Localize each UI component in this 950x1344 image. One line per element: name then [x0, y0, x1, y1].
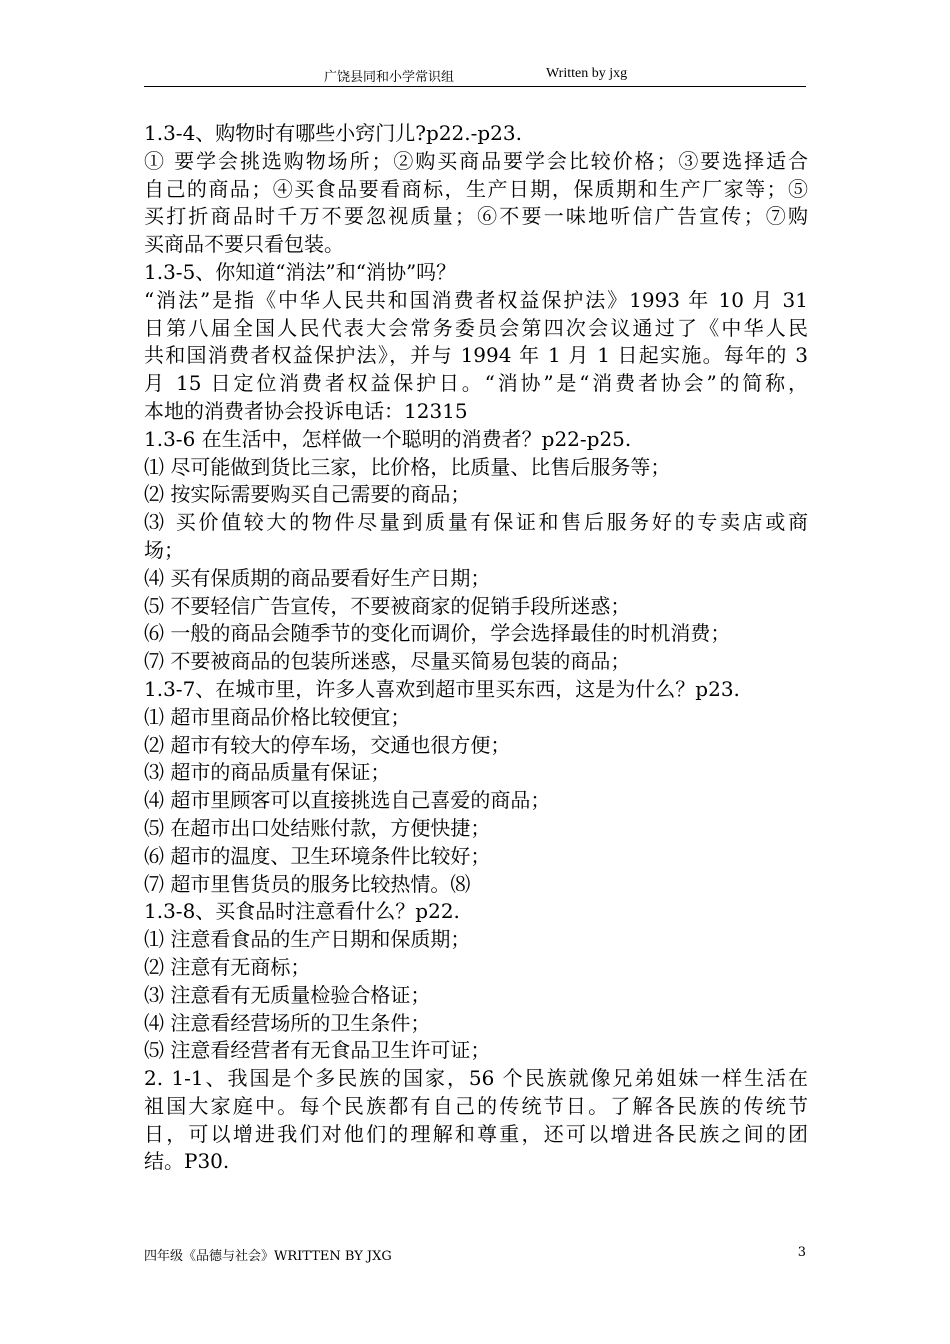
- page-footer: [144, 1245, 806, 1265]
- text-line: ⑷ 超市里顾客可以直接挑选自己喜爱的商品；: [144, 788, 551, 813]
- text-line: 2. 1-1、我国是个多民族的国家，56 个民族就像兄弟姐妹一样生活在: [144, 1066, 808, 1091]
- text-line: ⑹ 超市的温度、卫生环境条件比较好；: [144, 843, 491, 868]
- text-line: ⑹ 一般的商品会随季节的变化而调价，学会选择最佳的时机消费；: [144, 621, 731, 646]
- text-line: ⑵ 超市有较大的停车场，交通也很方便；: [144, 732, 511, 757]
- text-line: 1.3-7、在城市里，许多人喜欢到超市里买东西，这是为什么？p23.: [144, 676, 740, 701]
- text-line: 场；: [144, 537, 184, 562]
- text-line: 共和国消费者权益保护法》，并与 1994 年 1 月 1 日起实施。每年的 3: [144, 343, 808, 368]
- text-line: ⑺ 不要被商品的包装所迷惑，尽量买简易包装的商品；: [144, 649, 631, 674]
- page-header: [144, 64, 806, 87]
- header-org: 广饶县同和小学常识组: [324, 70, 455, 85]
- text-line: ⑸ 不要轻信广告宣传，不要被商家的促销手段所迷惑；: [144, 593, 631, 618]
- text-line: 1.3-6 在生活中，怎样做一个聪明的消费者？p22-p25.: [144, 426, 632, 451]
- text-line: ⑶ 超市的商品质量有保证；: [144, 760, 391, 785]
- text-line: ⑷ 买有保质期的商品要看好生产日期；: [144, 565, 491, 590]
- text-line: 1.3-5、你知道“消法”和“消协”吗？: [144, 259, 457, 284]
- text-line: ⑸ 注意看经营者有无食品卫生许可证；: [144, 1038, 491, 1063]
- text-line: 买商品不要只看包装。: [144, 232, 344, 257]
- text-line: 月 15 日定位消费者权益保护日。“消协”是“消费者协会”的简称，: [144, 371, 808, 396]
- document-body: [144, 120, 808, 1176]
- text-line: ⑴ 注意看食品的生产日期和保质期；: [144, 927, 471, 952]
- text-line: 祖国大家庭中。每个民族都有自己的传统节日。了解各民族的传统节: [144, 1093, 808, 1118]
- text-line: 1.3-8、买食品时注意看什么？p22.: [144, 899, 460, 924]
- text-line: ⑺ 超市里售货员的服务比较热情。⑻: [144, 871, 471, 896]
- text-line: ⑴ 超市里商品价格比较便宜；: [144, 704, 411, 729]
- text-line: 日，可以增进我们对他们的理解和尊重，还可以增进各民族之间的团: [144, 1121, 808, 1146]
- text-line: 日第八届全国人民代表大会常务委员会第四次会议通过了《中华人民: [144, 315, 808, 340]
- page-number: 3: [797, 1245, 806, 1260]
- text-line: ⑶ 买价值较大的物件尽量到质量有保证和售后服务好的专卖店或商: [144, 510, 808, 535]
- text-line: “消法”是指《中华人民共和国消费者权益保护法》1993 年 10 月 31: [144, 287, 808, 312]
- text-line: ⑴ 尽可能做到货比三家，比价格，比质量、比售后服务等；: [144, 454, 671, 479]
- footer-title: 四年级《品德与社会》WRITTEN BY JXG: [144, 1249, 392, 1264]
- text-line: ⑶ 注意看有无质量检验合格证；: [144, 982, 431, 1007]
- text-line: 买打折商品时千万不要忽视质量；⑥不要一味地听信广告宣传；⑦购: [144, 204, 808, 229]
- text-line: 结。P30.: [144, 1149, 230, 1174]
- text-line: ⑸ 在超市出口处结账付款，方便快捷；: [144, 815, 491, 840]
- text-line: 自己的商品；④买食品要看商标，生产日期，保质期和生产厂家等；⑤: [144, 176, 808, 201]
- text-line: ⑵ 注意有无商标；: [144, 954, 311, 979]
- text-line: ⑷ 注意看经营场所的卫生条件；: [144, 1010, 431, 1035]
- header-author: Written by jxg: [546, 66, 628, 81]
- text-line: ① 要学会挑选购物场所；②购买商品要学会比较价格；③要选择适合: [144, 148, 808, 173]
- text-line: 1.3-4、购物时有哪些小窍门儿?p22.-p23.: [144, 121, 522, 145]
- text-line: 本地的消费者协会投诉电话：12315: [144, 398, 468, 423]
- text-line: ⑵ 按实际需要购买自己需要的商品；: [144, 482, 471, 507]
